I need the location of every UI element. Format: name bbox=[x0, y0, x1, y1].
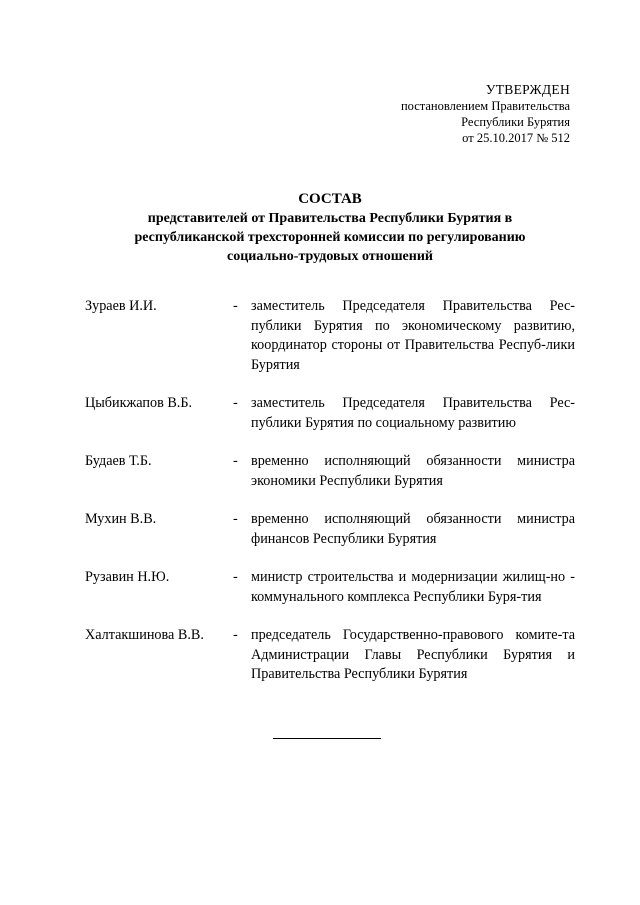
title-line-3: социально-трудовых отношений bbox=[227, 249, 433, 264]
title-line-2: республиканской трехсторонней комиссии по регулированию bbox=[134, 230, 526, 245]
member-dash: - bbox=[233, 395, 238, 411]
title-line-1: представителей от Правительства Республики Бурятия в bbox=[147, 211, 513, 226]
approval-heading: УТВЕРЖДЕН bbox=[485, 82, 570, 97]
member-role: заместитель Председателя Правительства Рес-публики Бурятия по социальному развитию bbox=[251, 395, 575, 431]
member-role: председатель Государственно-правового комите-та Администрации Главы Республики Бурятия и Правительства Республики Бурятия bbox=[251, 627, 575, 682]
approval-stamp bbox=[401, 82, 570, 146]
document-title bbox=[90, 190, 570, 266]
member-name: Цыбикжапов В.Б. bbox=[85, 395, 193, 411]
end-divider-line bbox=[273, 738, 381, 739]
member-row bbox=[85, 394, 575, 433]
member-row bbox=[85, 626, 575, 685]
member-name: Рузавин Н.Ю. bbox=[85, 569, 170, 585]
approval-date-number: от 25.10.2017 № 512 bbox=[462, 131, 570, 145]
member-row bbox=[85, 510, 575, 549]
title-main: СОСТАВ bbox=[298, 191, 362, 207]
member-dash: - bbox=[233, 298, 238, 314]
member-dash: - bbox=[233, 511, 238, 527]
member-row bbox=[85, 452, 575, 491]
member-name: Будаев Т.Б. bbox=[85, 453, 152, 469]
member-row bbox=[85, 568, 575, 607]
member-role: временно исполняющий обязанности министра экономики Республики Бурятия bbox=[251, 453, 575, 489]
member-name: Мухин В.В. bbox=[85, 511, 157, 527]
approval-decree-line: постановлением Правительства bbox=[400, 99, 570, 113]
member-role: временно исполняющий обязанности министра финансов Республики Бурятия bbox=[251, 511, 575, 547]
member-row bbox=[85, 297, 575, 375]
member-name: Зураев И.И. bbox=[85, 298, 157, 314]
member-dash: - bbox=[233, 569, 238, 585]
member-role: заместитель Председателя Правительства Рес-публики Бурятия по экономическому развитию, координатор стороны от Правительства Респуб-лики Бурятия bbox=[251, 298, 575, 373]
approval-republic-line: Республики Бурятия bbox=[461, 115, 570, 129]
members-list bbox=[85, 297, 575, 704]
member-dash: - bbox=[233, 627, 238, 643]
member-dash: - bbox=[233, 453, 238, 469]
member-role: министр строительства и модернизации жилищ-но - коммунального комплекса Республики Буря-тия bbox=[251, 569, 575, 605]
member-name: Халтакшинова В.В. bbox=[85, 627, 204, 643]
